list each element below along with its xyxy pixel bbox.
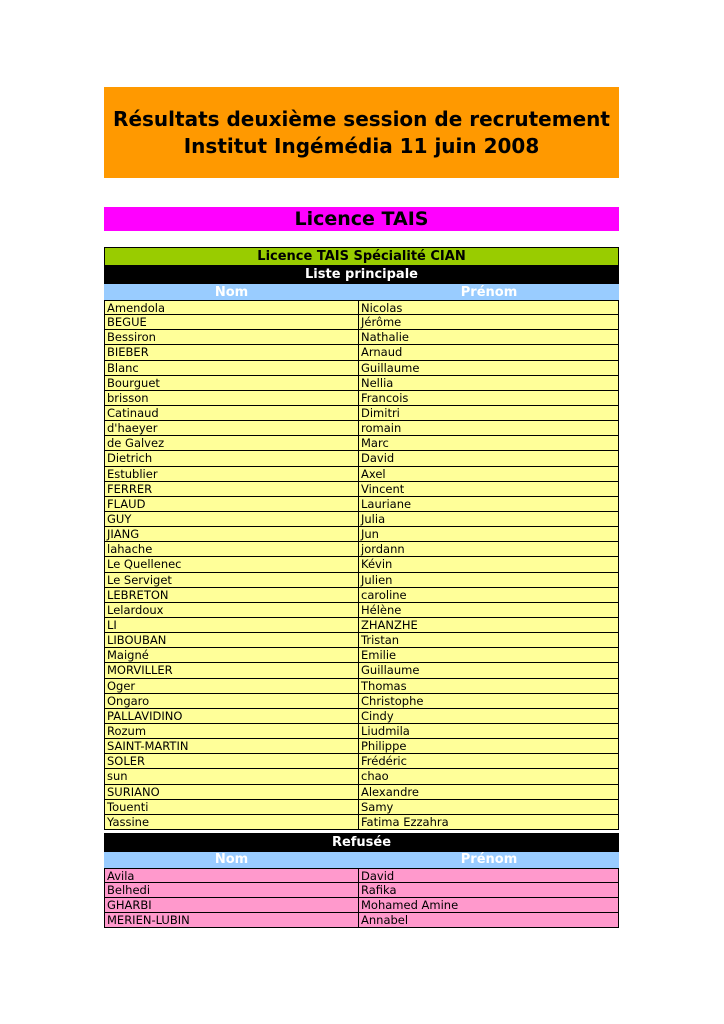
page-title-line-2: Institut Ingémédia 11 juin 2008 <box>183 133 540 158</box>
refused-list-heading: Refusée <box>104 833 619 852</box>
table-row <box>104 557 619 572</box>
cell-nom: Touenti <box>104 800 359 815</box>
cell-prenom: Guillaume <box>359 663 619 678</box>
table-row <box>104 769 619 784</box>
cell-prenom: Cindy <box>359 709 619 724</box>
cell-prenom: Kévin <box>359 557 619 572</box>
section-banner <box>104 207 619 231</box>
table-row <box>104 315 619 330</box>
cell-nom: LIBOUBAN <box>104 633 359 648</box>
main-list-column-header <box>104 284 619 300</box>
table-row <box>104 694 619 709</box>
cell-nom: LI <box>104 618 359 633</box>
table-row <box>104 815 619 830</box>
cell-prenom: Axel <box>359 467 619 482</box>
subsection-title: Licence TAIS Spécialité CIAN <box>104 247 619 265</box>
cell-prenom: Mohamed Amine <box>359 898 619 913</box>
main-list-heading: Liste principale <box>104 265 619 284</box>
table-row <box>104 361 619 376</box>
table-row <box>104 588 619 603</box>
table-row <box>104 436 619 451</box>
cell-prenom: Nellia <box>359 376 619 391</box>
cell-nom: Lelardoux <box>104 603 359 618</box>
column-header-prenom: Prénom <box>460 284 518 300</box>
cell-prenom: Julien <box>359 573 619 588</box>
cell-nom: Bessiron <box>104 330 359 345</box>
cell-nom: SURIANO <box>104 785 359 800</box>
cell-prenom: Fatima Ezzahra <box>359 815 619 830</box>
cell-nom: Estublier <box>104 467 359 482</box>
main-table <box>104 247 619 928</box>
page-title-banner <box>104 87 619 178</box>
table-row <box>104 482 619 497</box>
cell-nom: Avila <box>104 868 359 883</box>
cell-prenom: Tristan <box>359 633 619 648</box>
cell-nom: FLAUD <box>104 497 359 512</box>
table-row <box>104 663 619 678</box>
cell-prenom: Alexandre <box>359 785 619 800</box>
column-header-nom: Nom <box>214 284 249 300</box>
cell-nom: LEBRETON <box>104 588 359 603</box>
cell-nom: Dietrich <box>104 451 359 466</box>
cell-nom: BEGUE <box>104 315 359 330</box>
cell-prenom: Christophe <box>359 694 619 709</box>
table-row <box>104 618 619 633</box>
cell-nom: lahache <box>104 542 359 557</box>
cell-nom: JIANG <box>104 527 359 542</box>
cell-prenom: Frédéric <box>359 754 619 769</box>
cell-nom: Rozum <box>104 724 359 739</box>
cell-nom: d'haeyer <box>104 421 359 436</box>
cell-nom: MERIEN-LUBIN <box>104 913 359 928</box>
cell-prenom: Jun <box>359 527 619 542</box>
cell-nom: Ongaro <box>104 694 359 709</box>
table-row <box>104 868 619 883</box>
cell-nom: SOLER <box>104 754 359 769</box>
cell-prenom: David <box>359 868 619 883</box>
cell-nom: GUY <box>104 512 359 527</box>
cell-nom: Le Quellenec <box>104 557 359 572</box>
cell-nom: SAINT-MARTIN <box>104 739 359 754</box>
table-row <box>104 883 619 898</box>
table-row <box>104 573 619 588</box>
cell-nom: sun <box>104 769 359 784</box>
table-row <box>104 754 619 769</box>
table-row <box>104 739 619 754</box>
cell-prenom: Samy <box>359 800 619 815</box>
table-row <box>104 800 619 815</box>
cell-prenom: Philippe <box>359 739 619 754</box>
cell-nom: Yassine <box>104 815 359 830</box>
table-row <box>104 451 619 466</box>
table-row <box>104 330 619 345</box>
cell-nom: PALLAVIDINO <box>104 709 359 724</box>
cell-nom: Bourguet <box>104 376 359 391</box>
cell-nom: MORVILLER <box>104 663 359 678</box>
cell-prenom: Dimitri <box>359 406 619 421</box>
table-row <box>104 467 619 482</box>
section-title: Licence TAIS <box>294 208 429 230</box>
cell-nom: brisson <box>104 391 359 406</box>
page-title-line-1: Résultats deuxième session de recrutement <box>113 106 610 131</box>
table-row <box>104 633 619 648</box>
table-row <box>104 724 619 739</box>
cell-prenom: Lauriane <box>359 497 619 512</box>
cell-prenom: Nathalie <box>359 330 619 345</box>
cell-nom: de Galvez <box>104 436 359 451</box>
cell-prenom: Arnaud <box>359 345 619 360</box>
table-row <box>104 679 619 694</box>
table-row <box>104 376 619 391</box>
cell-prenom: Emilie <box>359 648 619 663</box>
table-row <box>104 898 619 913</box>
cell-prenom: Vincent <box>359 482 619 497</box>
table-row <box>104 300 619 315</box>
cell-prenom: Jérôme <box>359 315 619 330</box>
cell-prenom: Francois <box>359 391 619 406</box>
cell-nom: Maigné <box>104 648 359 663</box>
cell-nom: Catinaud <box>104 406 359 421</box>
table-row <box>104 542 619 557</box>
table-row <box>104 512 619 527</box>
cell-nom: Amendola <box>104 300 359 315</box>
table-row <box>104 527 619 542</box>
cell-prenom: Guillaume <box>359 361 619 376</box>
cell-prenom: Rafika <box>359 883 619 898</box>
cell-nom: GHARBI <box>104 898 359 913</box>
cell-nom: FERRER <box>104 482 359 497</box>
refused-list-rows <box>104 868 619 929</box>
cell-prenom: Marc <box>359 436 619 451</box>
cell-prenom: romain <box>359 421 619 436</box>
table-row <box>104 497 619 512</box>
cell-prenom: Hélène <box>359 603 619 618</box>
cell-nom: Belhedi <box>104 883 359 898</box>
cell-prenom: Julia <box>359 512 619 527</box>
main-list-rows <box>104 300 619 830</box>
cell-nom: Blanc <box>104 361 359 376</box>
table-row <box>104 648 619 663</box>
column-header-prenom: Prénom <box>460 852 518 868</box>
cell-nom: Le Serviget <box>104 573 359 588</box>
cell-prenom: jordann <box>359 542 619 557</box>
refused-list-column-header <box>104 852 619 868</box>
table-row <box>104 345 619 360</box>
table-row <box>104 913 619 928</box>
cell-prenom: ZHANZHE <box>359 618 619 633</box>
cell-nom: BIEBER <box>104 345 359 360</box>
cell-prenom: Liudmila <box>359 724 619 739</box>
table-row <box>104 391 619 406</box>
table-row <box>104 406 619 421</box>
table-row <box>104 421 619 436</box>
cell-prenom: Annabel <box>359 913 619 928</box>
cell-prenom: chao <box>359 769 619 784</box>
cell-nom: Oger <box>104 679 359 694</box>
table-row <box>104 603 619 618</box>
cell-prenom: Thomas <box>359 679 619 694</box>
column-header-nom: Nom <box>214 852 249 868</box>
table-row <box>104 709 619 724</box>
table-row <box>104 785 619 800</box>
cell-prenom: caroline <box>359 588 619 603</box>
cell-prenom: David <box>359 451 619 466</box>
cell-prenom: Nicolas <box>359 300 619 315</box>
